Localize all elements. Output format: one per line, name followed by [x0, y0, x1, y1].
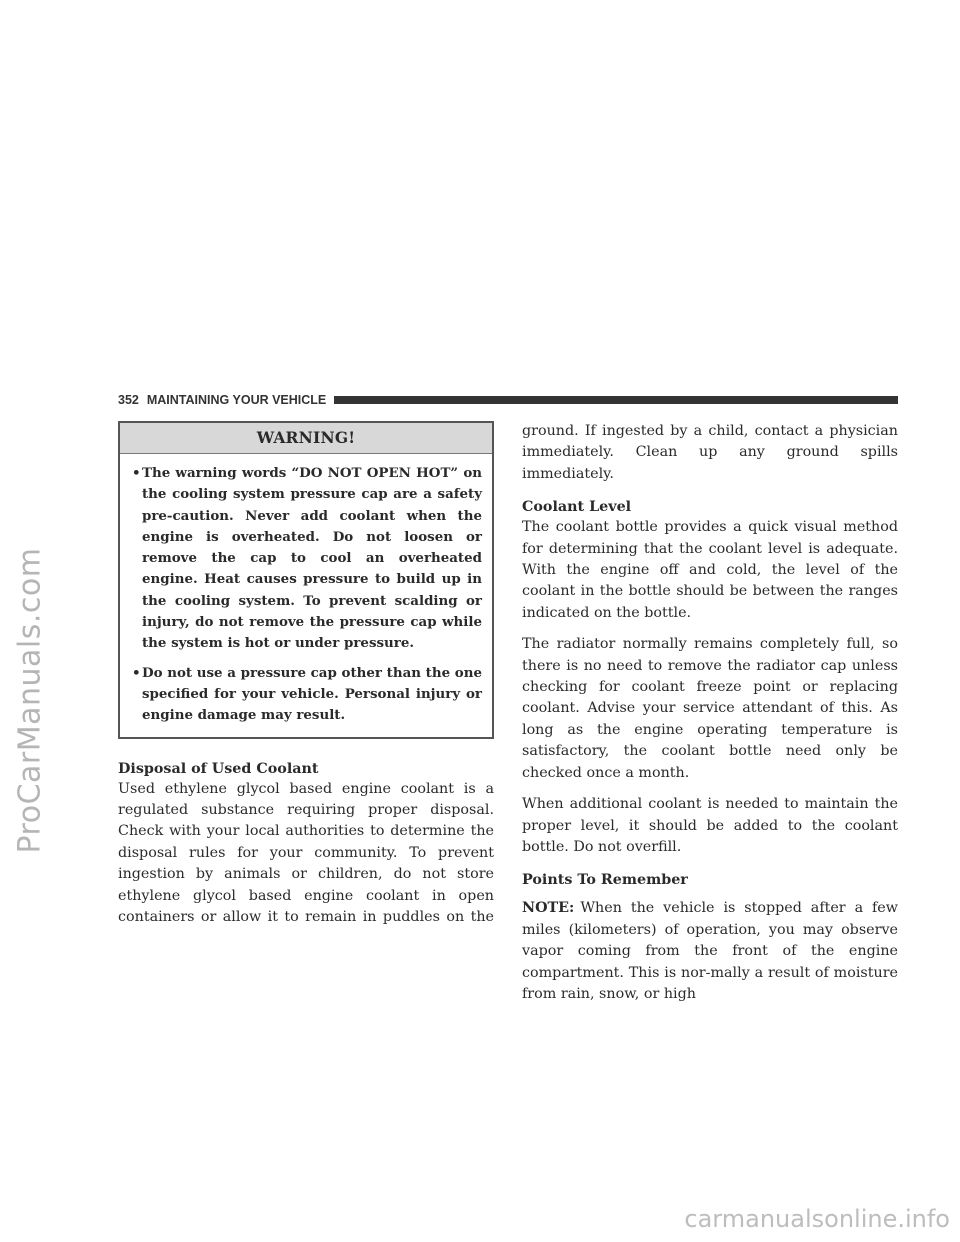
- header-rule: [334, 396, 898, 404]
- disposal-heading: Disposal of Used Coolant: [118, 760, 319, 777]
- coolant-level-heading: Coolant Level: [522, 499, 632, 516]
- left-column: [118, 421, 494, 928]
- note-paragraph: [522, 898, 898, 1005]
- warning-box: [118, 421, 494, 739]
- section-title: MAINTAINING YOUR VEHICLE: [146, 393, 327, 407]
- coolant-level-paragraph: The radiator normally remains completely full, so there is no need to remove the radiator cap unless checking for coolant freeze point or replacing coolant. Advise your service attendant of this. As long as the engine operating temperature is satisfactory, the coolant bottle need only be checked once a month.: [522, 636, 898, 781]
- warning-bullet-item: [132, 463, 482, 655]
- warning-title: WARNING!: [120, 423, 492, 454]
- coolant-level-paragraph: The coolant bottle provides a quick visual method for determining that the coolant level is adequate. With the engine off and cold, the level of the coolant in the bottle should be between the ranges indicated on the bottle.: [522, 519, 898, 621]
- right-column: [522, 421, 898, 1005]
- page-header: [118, 391, 898, 409]
- note-label: NOTE:: [522, 900, 575, 917]
- side-watermark-text: ProCarManuals.com: [12, 546, 48, 854]
- points-heading: Points To Remember: [522, 872, 688, 889]
- note-text: When the vehicle is stopped after a few miles (kilometers) of operation, you may observe vapor coming from the front of the engine compartment. This is nor-mally a result of moisture from rain, snow, or high: [522, 900, 898, 1002]
- bullet-icon: •: [132, 664, 141, 681]
- disposal-text: Used ethylene glycol based engine coolant is a regulated substance requiring proper disposal. Check with your local authorities to determine the disposal rules for your community. To prevent ingestion by animals or children, do not store ethylene glycol based engine coolant in open containers or allow it to remain in puddles on the: [118, 780, 494, 925]
- side-watermark: [4, 420, 56, 980]
- warning-bullet-item: [132, 663, 482, 727]
- page-number: 352: [118, 393, 139, 407]
- warning-body: [120, 454, 492, 737]
- disposal-text-continued: ground. If ingested by a child, contact a physician immediately. Clean up any ground spills immediately.: [522, 423, 898, 482]
- bottom-watermark: carmanualsonline.info: [684, 1205, 950, 1233]
- warning-bullet-text: The warning words “DO NOT OPEN HOT” on the cooling system pressure cap are a safety pre-caution. Never add coolant when the engine is overheated. Do not loosen or remove the cap to cool an overheated engine. Heat causes pressure to build up in the cooling system. To prevent scalding or injury, do not remove the pressure cap while the system is hot or under pressure.: [142, 465, 482, 652]
- coolant-level-paragraph: When additional coolant is needed to maintain the proper level, it should be added to the coolant bottle. Do not overfill.: [522, 796, 898, 855]
- warning-bullet-text: Do not use a pressure cap other than the one specified for your vehicle. Personal injury or engine damage may result.: [142, 664, 482, 724]
- bullet-icon: •: [132, 465, 141, 481]
